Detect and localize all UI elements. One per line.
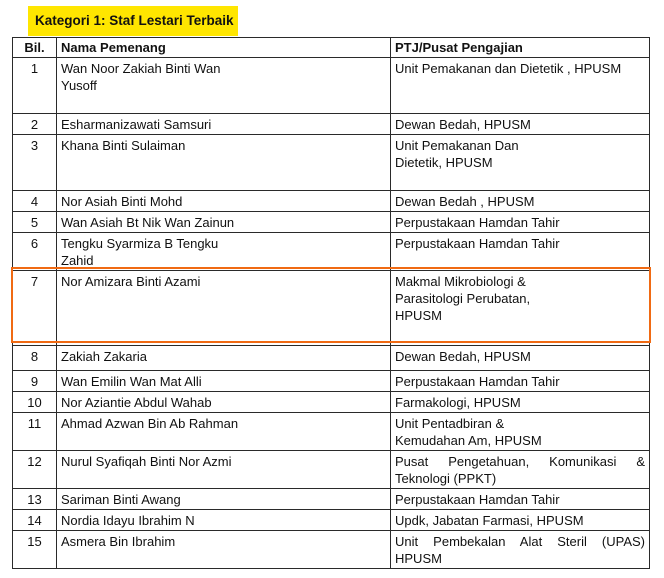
row-bil: 9 [13, 371, 57, 392]
ptj-line: Unit Pembekalan Alat Steril (UPAS) [395, 534, 645, 549]
row-ptj [391, 271, 650, 346]
ptj-line: Updk, Jabatan Farmasi, HPUSM [395, 513, 584, 528]
name-line: Wan Asiah Bt Nik Wan Zainun [61, 215, 235, 230]
ptj-line: Unit Pentadbiran & [395, 416, 505, 431]
row-bil: 3 [13, 135, 57, 191]
row-ptj [391, 114, 650, 135]
name-line: Zakiah Zakaria [61, 349, 147, 364]
ptj-line: Perpustakaan Hamdan Tahir [395, 215, 560, 230]
ptj-line: Kemudahan Am, HPUSM [395, 433, 542, 448]
row-bil: 6 [13, 233, 57, 271]
table-row [13, 510, 650, 531]
table-row [13, 346, 650, 371]
row-name [57, 114, 391, 135]
row-ptj [391, 58, 650, 114]
row-bil: 12 [13, 451, 57, 489]
table-row [13, 114, 650, 135]
row-name [57, 531, 391, 569]
ptj-line: Farmakologi, HPUSM [395, 395, 521, 410]
row-ptj [391, 489, 650, 510]
ptj-line: Perpustakaan Hamdan Tahir [395, 492, 560, 507]
table-header-row [13, 38, 650, 58]
row-ptj [391, 346, 650, 371]
row-bil: 15 [13, 531, 57, 569]
table-row [13, 191, 650, 212]
row-ptj [391, 191, 650, 212]
row-bil: 7 [13, 271, 57, 346]
row-name [57, 135, 391, 191]
row-ptj [391, 135, 650, 191]
ptj-line: HPUSM [395, 551, 442, 566]
row-bil: 5 [13, 212, 57, 233]
ptj-line: Parasitologi Perubatan, [395, 291, 531, 306]
row-bil: 14 [13, 510, 57, 531]
row-bil: 10 [13, 392, 57, 413]
name-line: Nordia Idayu Ibrahim N [61, 513, 195, 528]
row-ptj [391, 413, 650, 451]
ptj-line: HPUSM [395, 308, 442, 323]
ptj-line: Dewan Bedah, HPUSM [395, 349, 531, 364]
ptj-line: Makmal Mikrobiologi & [395, 274, 526, 289]
name-line: Wan Noor Zakiah Binti Wan [61, 61, 221, 76]
row-name [57, 346, 391, 371]
ptj-line: Perpustakaan Hamdan Tahir [395, 236, 560, 251]
ptj-line: Unit Pemakanan Dan [395, 138, 519, 153]
row-name [57, 58, 391, 114]
row-bil: 13 [13, 489, 57, 510]
ptj-line: Perpustakaan Hamdan Tahir [395, 374, 560, 389]
name-line: Nurul Syafiqah Binti Nor Azmi [61, 454, 232, 469]
table-row [13, 451, 650, 489]
row-bil: 8 [13, 346, 57, 371]
table-row [13, 212, 650, 233]
name-line: Tengku Syarmiza B Tengku [61, 236, 219, 251]
table-row [13, 413, 650, 451]
row-name [57, 413, 391, 451]
row-ptj [391, 212, 650, 233]
ptj-line: Unit Pemakanan dan Dietetik , HPUSM [395, 61, 622, 76]
row-ptj [391, 371, 650, 392]
header-bil: Bil. [13, 38, 57, 58]
row-bil: 4 [13, 191, 57, 212]
row-bil: 1 [13, 58, 57, 114]
name-line: Esharmanizawati Samsuri [61, 117, 212, 132]
ptj-line: Pusat Pengetahuan, Komunikasi & [395, 454, 645, 469]
name-line: Asmera Bin Ibrahim [61, 534, 176, 549]
ptj-line: Dewan Bedah, HPUSM [395, 117, 531, 132]
ptj-line: Dietetik, HPUSM [395, 155, 493, 170]
name-line: Ahmad Azwan Bin Ab Rahman [61, 416, 239, 431]
table-row [13, 271, 650, 346]
row-ptj [391, 531, 650, 569]
table-row [13, 135, 650, 191]
row-bil: 2 [13, 114, 57, 135]
winners-table [12, 37, 650, 569]
header-ptj: PTJ/Pusat Pengajian [391, 38, 650, 58]
name-line: Sariman Binti Awang [61, 492, 181, 507]
ptj-line: Teknologi (PPKT) [395, 471, 497, 486]
row-name [57, 271, 391, 346]
row-ptj [391, 392, 650, 413]
name-line: Yusoff [61, 78, 97, 93]
name-line: Nor Aziantie Abdul Wahab [61, 395, 212, 410]
name-line: Zahid [61, 253, 94, 268]
table-row [13, 371, 650, 392]
row-name [57, 510, 391, 531]
table-row [13, 58, 650, 114]
header-name: Nama Pemenang [57, 38, 391, 58]
row-bil: 11 [13, 413, 57, 451]
category-title: Kategori 1: Staf Lestari Terbaik [28, 6, 238, 36]
table-row [13, 233, 650, 271]
table-row [13, 531, 650, 569]
row-name [57, 212, 391, 233]
table-row [13, 392, 650, 413]
table-row [13, 489, 650, 510]
name-line: Wan Emilin Wan Mat Alli [61, 374, 202, 389]
row-ptj [391, 510, 650, 531]
row-name [57, 489, 391, 510]
row-name [57, 451, 391, 489]
row-ptj [391, 233, 650, 271]
name-line: Nor Asiah Binti Mohd [61, 194, 183, 209]
row-name [57, 392, 391, 413]
row-name [57, 191, 391, 212]
ptj-line: Dewan Bedah , HPUSM [395, 194, 535, 209]
row-name [57, 233, 391, 271]
name-line: Nor Amizara Binti Azami [61, 274, 201, 289]
row-name [57, 371, 391, 392]
row-ptj [391, 451, 650, 489]
name-line: Khana Binti Sulaiman [61, 138, 186, 153]
